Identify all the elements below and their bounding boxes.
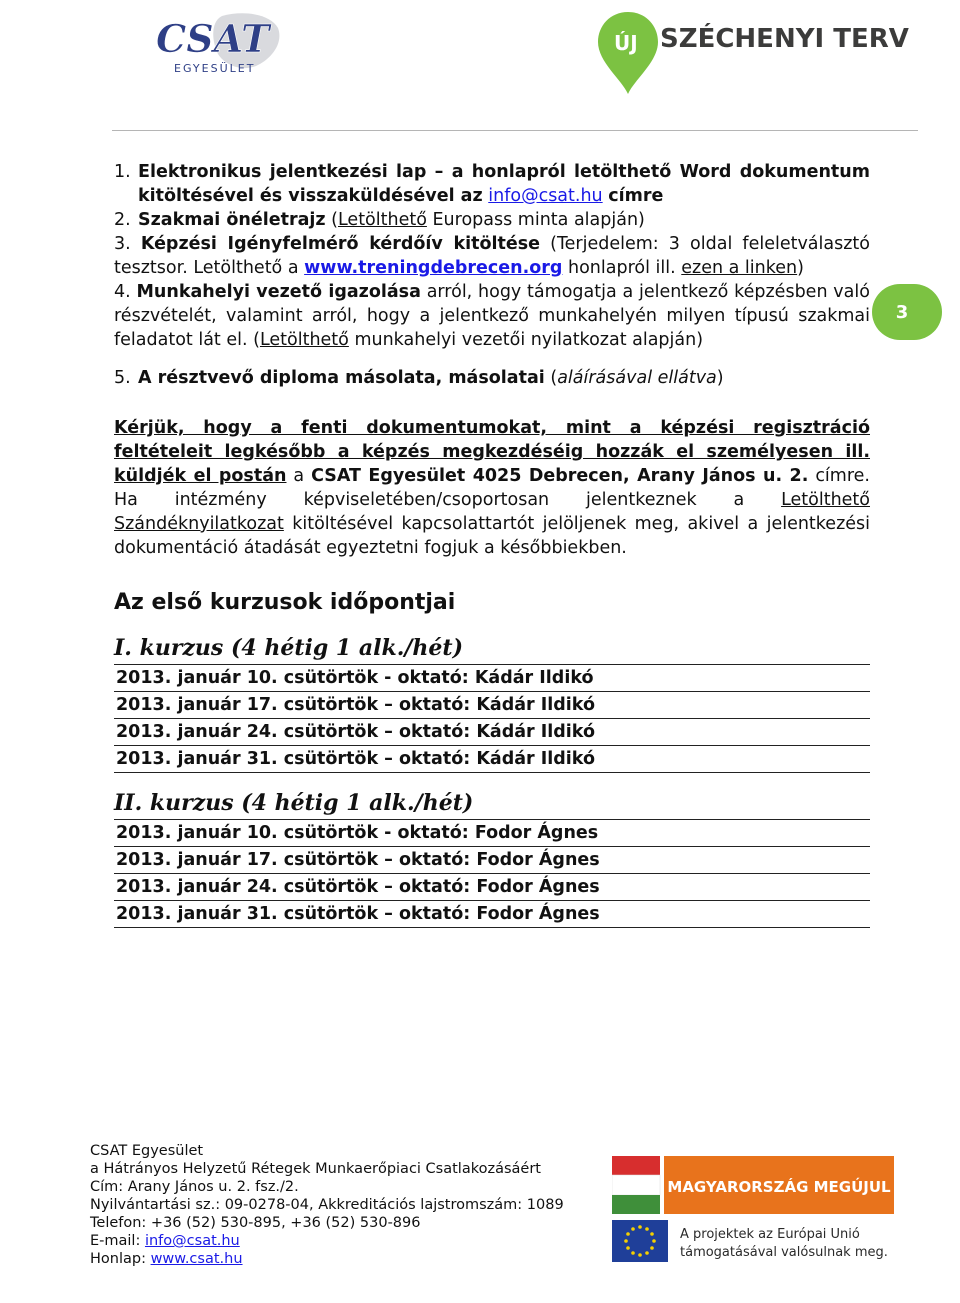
course-date-row: 2013. január 31. csütörtök – oktató: Kádár Ildikó [114,746,870,773]
course-date-row: 2013. január 17. csütörtök – oktató: Fodor Ágnes [114,847,870,874]
course-date-row: 2013. január 24. csütörtök – oktató: Fodor Ágnes [114,874,870,901]
item-heading: Munkahelyi vezető igazolása [136,282,421,302]
item-heading: Szakmai önéletrajz [138,210,326,230]
list-item-2: 2. Szakmai önéletrajz (Letölthető Europass minta alapján) [114,210,645,230]
page-header [0,0,960,120]
course-title: I. kurzus (4 hétig 1 alk./hét) [114,634,870,665]
item-number: 2. [114,210,131,230]
csat-logo [152,8,284,78]
page-number-badge: 3 [872,284,942,340]
svg-text:CSAT: CSAT [156,16,270,61]
postal-address: CSAT Egyesület 4025 Debrecen, Arany János u. 2. [311,466,809,486]
org-subtitle: a Hátrányos Helyzetű Rétegek Munkaerőpiaci Csatlakozásáért [90,1161,541,1177]
svg-text:EGYESÜLET: EGYESÜLET [174,62,256,75]
course-date-row: 2013. január 17. csütörtök – oktató: Kádár Ildikó [114,692,870,719]
download-link[interactable]: Letölthető [259,330,349,350]
footer-email-link[interactable]: info@csat.hu [144,1233,240,1249]
download-link[interactable]: Letölthető [337,210,427,230]
questionnaire-link[interactable]: ezen a linken [681,258,798,278]
eu-support-badge [612,1218,902,1264]
item-number: 1. [114,162,131,182]
item-heading: Elektronikus jelentkezési lap – a honlapról letölthető Word dokumentum kitöltésével és visszaküldésével az [138,162,870,206]
registration-info: Nyilvántartási sz.: 09-0278-04, Akkreditációs lajstromszám: 1089 [90,1197,564,1213]
web-line: Honlap: www.csat.hu [90,1251,243,1267]
item-heading: Képzési Igényfelmérő kérdőív kitöltése [140,234,541,254]
email-link[interactable]: info@csat.hu [488,186,603,206]
course-title: II. kurzus (4 hétig 1 alk./hét) [114,789,870,820]
footer-web-link[interactable]: www.csat.hu [150,1251,243,1267]
item-heading: A résztvevő diploma másolata, másolatai [138,368,545,388]
intent-declaration-link[interactable]: Letölthető Szándéknyilatkozat [114,490,870,534]
list-item-3: 3. Képzési Igényfelmérő kérdőív kitöltése (Terjedelem: 3 oldal feleletválasztó tesztsor. Letölthető a www.treningdebrecen.org honlapról ill. ezen a linken) [114,234,870,278]
list-item-4: 4. Munkahelyi vezető igazolása arról, hogy támogatja a jelentkező képzésben való részvételét, valamint arról, hogy a jelentkező munkahelyén milyen típusú szakmai feladatot lát el. (Letölthető munkahelyi vezetői nyilatkozat alapján) [114,282,870,350]
header-divider [112,130,918,131]
list-item-1: 1. Elektronikus jelentkezési lap – a honlapról letölthető Word dokumentum kitöltésével és visszaküldésével az info@csat.hu címre [114,162,870,206]
svg-text:A projektek az Európai Unió: A projektek az Európai Unió [680,1227,860,1242]
notice-emphasis: Kérjük, hogy a fenti dokumentumokat, mint a képzési regisztráció feltételeit legkésőbb a képzés megkezdéséig hozzák el személyesen ill. küldjék el postán [114,418,870,486]
phone: Telefon: +36 (52) 530-895, +36 (52) 530-896 [90,1215,421,1231]
notice-paragraph: Kérjük, hogy a fenti dokumentumokat, mint a képzési regisztráció feltételeit legkésőbb a képzés megkezdéséig hozzák el személyesen ill. küldjék el postán a CSAT Egyesület 4025 Debrecen, Arany János u. 2. címre. Ha intézmény képviseletében/csoportosan jelentkeznek a Letölthető Szándéknyilatkozat kitöltésével kapcsolattartót jelöljenek meg, akivel a jelentkezési dokumentáció átadását egyeztetni fogjuk a későbbiekben. [114,418,870,558]
document-body [114,160,870,928]
email-line: E-mail: info@csat.hu [90,1233,240,1249]
item-number: 4. [114,282,131,302]
course-date-row: 2013. január 31. csütörtök – oktató: Fodor Ágnes [114,901,870,928]
website-link[interactable]: www.treningdebrecen.org [304,258,563,278]
course-2 [114,789,870,928]
item-number: 3. [114,234,131,254]
svg-text:támogatásával valósulnak meg.: támogatásával valósulnak meg. [680,1245,888,1260]
szechenyi-terv-title: SZÉCHENYI TERV [660,24,909,54]
course-1 [114,634,870,773]
svg-text:MAGYARORSZÁG MEGÚJUL: MAGYARORSZÁG MEGÚJUL [667,1178,891,1196]
svg-text:ÚJ: ÚJ [614,31,638,55]
org-name: CSAT Egyesület [90,1143,204,1159]
item-number: 5. [114,368,131,388]
address: Cím: Arany János u. 2. fsz./2. [90,1179,299,1195]
magyarorszag-megujul-badge [612,1156,894,1214]
course-date-row: 2013. január 10. csütörtök - oktató: Fodor Ágnes [114,820,870,847]
section-title: Az első kurzusok időpontjai [114,590,456,615]
list-item-5: 5. A résztvevő diploma másolata, másolatai (aláírásával ellátva) [114,368,724,388]
course-date-row: 2013. január 24. csütörtök – oktató: Kádár Ildikó [114,719,870,746]
footer-contact [90,1142,564,1268]
course-date-row: 2013. január 10. csütörtök - oktató: Kádár Ildikó [114,665,870,692]
